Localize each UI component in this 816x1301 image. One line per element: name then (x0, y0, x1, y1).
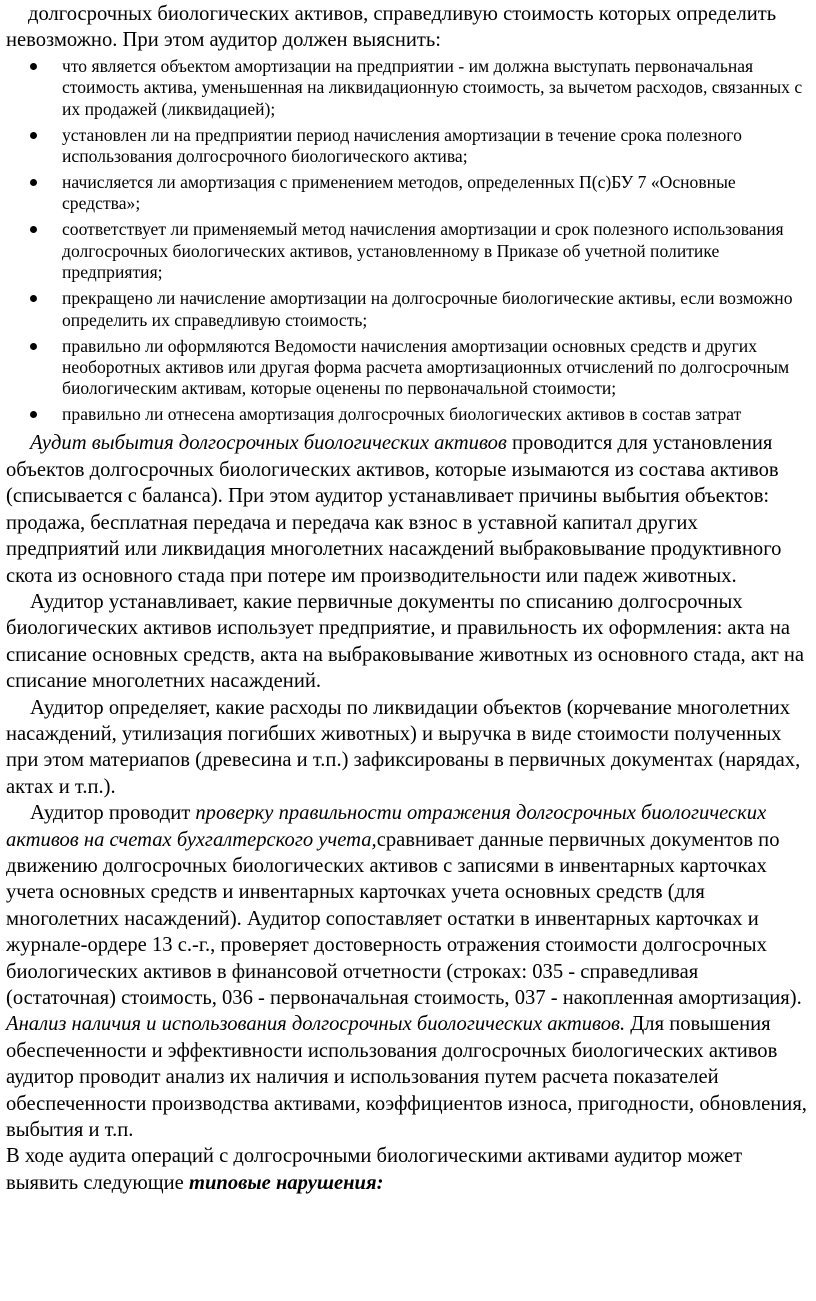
list-item-text: соответствует ли применяемый метод начисления амортизации и срок полезного использования долгосрочных биологических активов, установленному в Приказе об учетной политике предприятия; (62, 219, 784, 283)
accounting-check-paragraph (6, 800, 810, 1011)
list-item (6, 125, 810, 168)
list-item (6, 219, 810, 283)
list-item-text: что является объектом амортизации на предприятии - им должна выступать первоначальная стоимость актива, уменьшенная на ликвидационную стоимость, за вычетом расходов, связанных с их продажей (ликвидацией); (62, 55, 803, 119)
list-item-text: прекращено ли начисление амортизации на долгосрочные биологические активы, если возможно определить их справедливую стоимость; (62, 288, 793, 330)
list-item (6, 56, 810, 120)
list-item (6, 336, 810, 400)
check-lead-text: Аудитор проводит (30, 802, 196, 825)
violations-lead-text: В ходе аудита операций с долгосрочными биологическими активами аудитор может выявить следующие (6, 1145, 743, 1194)
disposal-heading: Аудит выбытия долгосрочных биологических активов (30, 432, 507, 455)
audit-checklist (6, 56, 810, 426)
expenses-paragraph: Аудитор определяет, какие расходы по ликвидации объектов (корчевание многолетних насаждений, утилизация погибших животных) и выручка в виде стоимости полученных при этом материапов (древесина и т.п.) зафиксированы в первичных документах (нарядах, актах и т.п.). (6, 696, 801, 798)
analysis-text: Для повышения обеспеченности и эффективности использования долгосрочных биологических активов аудитор проводит анализ их наличия и использования путем расчета показателей обеспеченности производства активами, коэффициентов износа, пригодности, обновления, выбытия и т.п. (6, 1013, 807, 1142)
check-text: сравнивает данные первичных документов по движению долгосрочных биологических активов с записями в инвентарных карточках учета основных средств и инвентарных карточках учета основных средств (для многолетних насаждений). Аудитор сопоставляет остатки в инвентарных карточках и журнале-ордере 13 с.-г., проверяет достоверность отражения стоимости долгосрочных биологических активов в финансовой отчетности (строках: 035 - справедливая (остаточная) стоимость, 036 - первоначальная стоимость, 037 - накопленная амортизация). (6, 828, 802, 1009)
list-item-text: установлен ли на предприятии период начисления амортизации в течение срока полезного использования долгосрочного биологического актива; (62, 124, 742, 167)
list-item-text: правильно ли отнесена амортизация долгосрочных биологических активов в состав затрат (62, 404, 742, 425)
bullet-icon (30, 132, 37, 139)
disposal-text: проводится для установления объектов долгосрочных биологических активов, которые изымаются из состава активов (списывается с баланса). При этом аудитор устанавливает причины выбытия объектов: продажа, бесплатная передача и передача как взнос в уставной капитал других предприятий или ликвидация многолетних насаждений выбраковывание продуктивного скота из основного стада при потере им производительности или падеж животных. (6, 432, 782, 587)
intro-paragraph: долгосрочных биологических активов, справедливую стоимость которых определить невозможно. При этом аудитор должен выяснить: (6, 3, 777, 52)
violations-heading: типовые нарушения: (188, 1171, 384, 1194)
list-item-text: правильно ли оформляются Ведомости начисления амортизации основных средств и других необоротных активов или другая форма расчета амортизационных отчислений по долгосрочным биологическим активам, которые оценены по первоначальной стоимости; (62, 335, 790, 399)
bullet-icon (30, 411, 37, 418)
disposal-paragraph (6, 430, 810, 588)
bullet-icon (30, 226, 37, 233)
documents-paragraph: Аудитор устанавливает, какие первичные документы по списанию долгосрочных биологических активов использует предприятие, и правильность их оформления: акта на списание основных средств, акта на выбраковывание животных из основного стада, акт на списание многолетних насаждений. (6, 590, 805, 693)
analysis-heading: Анализ наличия и использования долгосрочных биологических активов. (6, 1013, 626, 1036)
violations-paragraph (6, 1143, 810, 1196)
bullet-icon (30, 343, 37, 350)
list-item (6, 172, 810, 215)
list-item-text: начисляется ли амортизация с применением методов, определенных П(с)БУ 7 «Основные средства»; (62, 172, 736, 214)
check-heading: проверку правильности отражения долгосрочных биологических активов на счетах бухгалтерского учета, (6, 802, 767, 851)
bullet-icon (30, 63, 37, 70)
list-item (6, 404, 810, 425)
analysis-paragraph (6, 1011, 810, 1143)
list-item (6, 288, 810, 331)
bullet-icon (30, 295, 37, 302)
bullet-icon (30, 179, 37, 186)
